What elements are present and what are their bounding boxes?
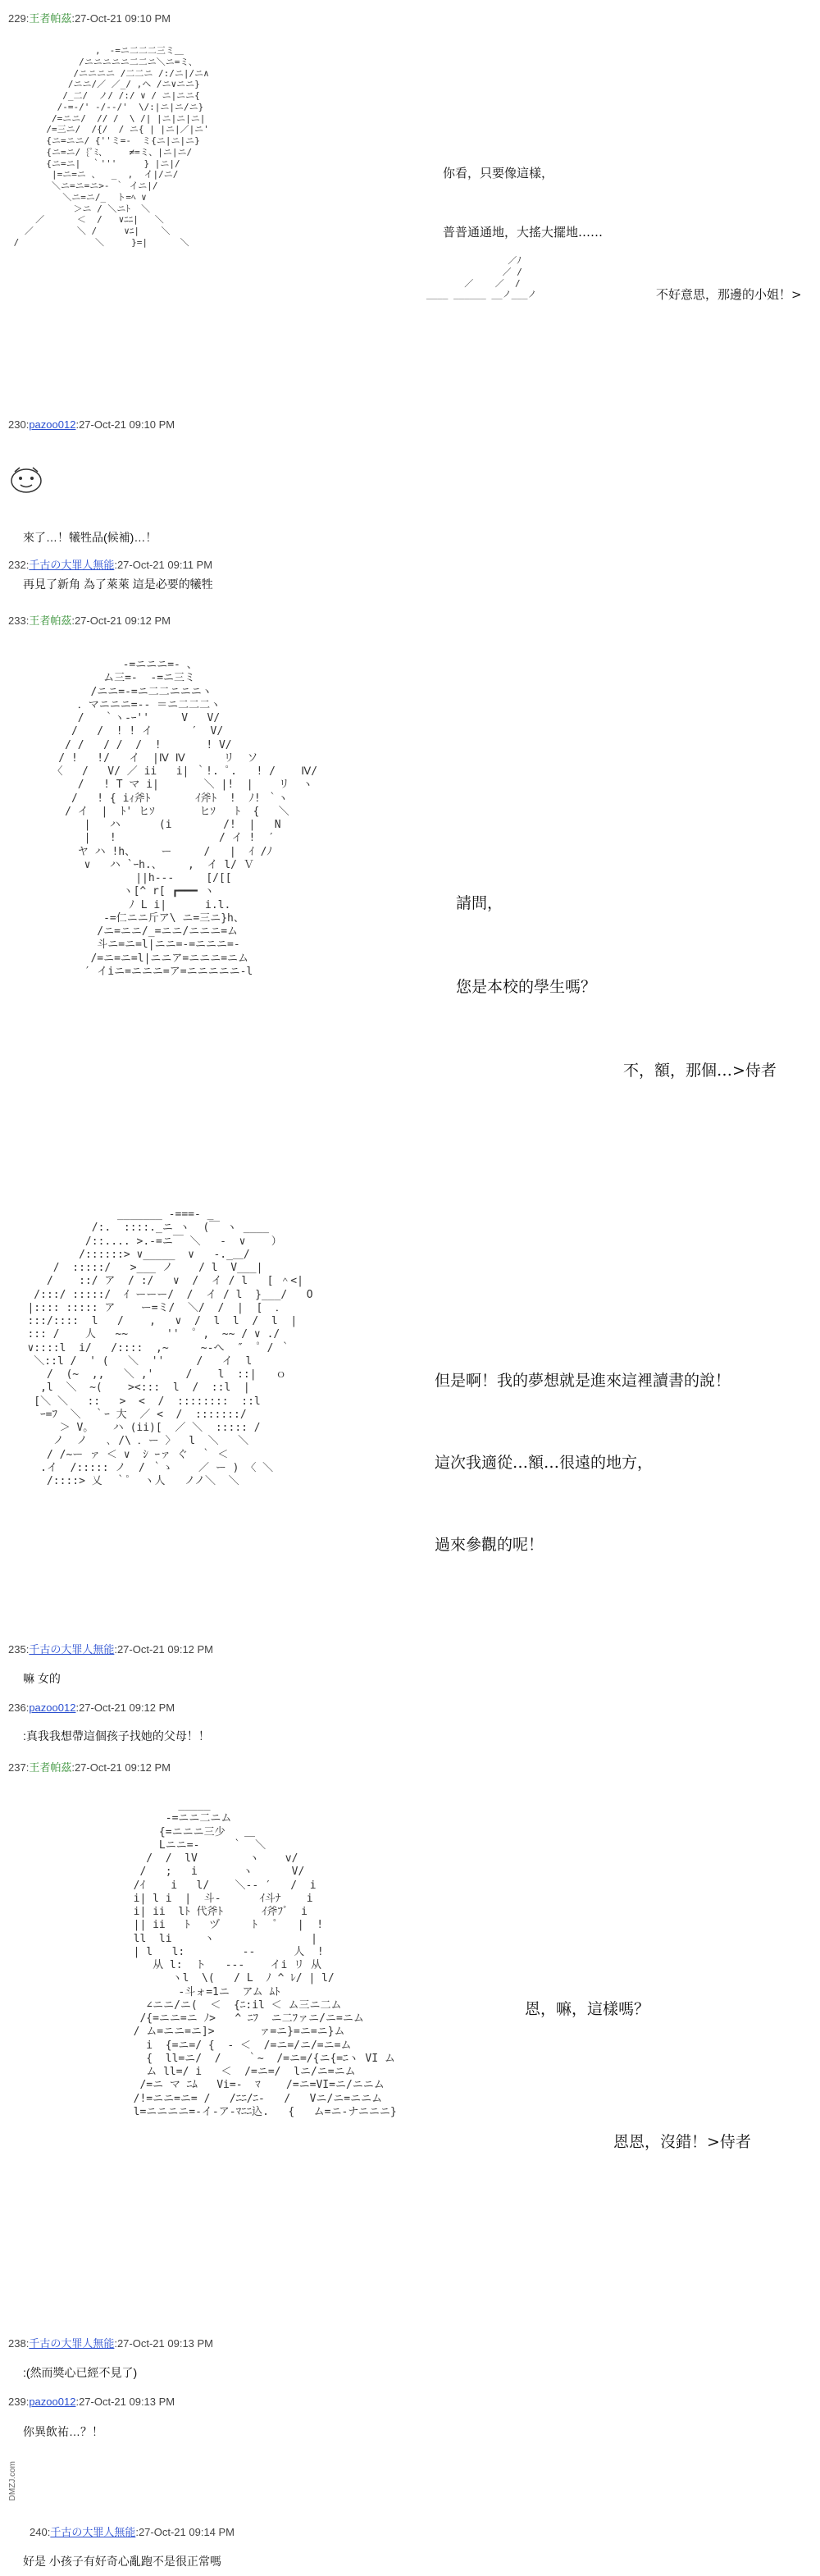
post-number: 233 — [8, 614, 26, 627]
dialog-line: 這次我適從…額…很遠的地方， — [435, 1454, 654, 1472]
post-number: 238 — [8, 2337, 26, 2350]
post-number: 240 — [30, 2526, 48, 2538]
post-body: 嘛 女的 — [23, 1672, 61, 1685]
post-body: :真我我想帶這個孩子找她的父母！！ — [23, 1729, 210, 1742]
post-body: :(然而獎心已經不見了) — [23, 2366, 138, 2379]
post-header-230: 230:pazoo012:27-Oct-21 09:10 PM — [8, 418, 175, 431]
poster-name[interactable]: pazoo012 — [29, 2396, 76, 2408]
ascii-art-229-side: ／ﾉ ／ / ／ ／ / ____ ______ __ノ___ノ — [426, 255, 537, 300]
poster-name[interactable]: 王者帕茲 — [29, 12, 72, 25]
ascii-art-233b: _______ ‐===- _ /:. ::::._ニ ヽ (￣ ヽ ____ /::.... >.-=ニ￣ ＼ ‐ ∨ ） /::::::> ∨_____ ∨ ‐._＿/ / :::::/ >___ ノ / l V___| / ::/ ア / :/ ∨ / イ / l [ ＾<| /:::/ :::::/ ｲ ーーー/ / イ / l }___/ O |:::: ::::: ア ー=ミ/ ＼/ / | [ ． :::/:::: l / , ∨ / l l / l | ::: / 人 ~~ '' ゜, ~~ / ∨ ./ ∨::::l i/ /:::: ,~ ~‐へ ″ ゜/ ｀ ＼::l / ' ( ＼ '' / イ l / (~ ,, ＼ ,' / l ::| ｏ ,l ＼ ~( ><::: l / ::l | [＼ ＼ :: > < / :::::::: ::l ｰ=ﾌ ＼ ｀ｰ 大 ／ < / :::::::/ ＞ V。 ハ (ii)[ ／ ＼ ::::: / ノ ノ ､ /\ ．ー 〉 l ＼ ＼ / /~ー ァ ＜ ∨ ｼ ｰァ ぐ ｀ ＜ .イ /::::: ノ / ｀ゝ ／ ー ) 〈 ＼ /::::> 乂 ｀ﾟ ヽ人 ノノ＼ ＼ — [27, 1208, 313, 1487]
post-number: 239 — [8, 2396, 26, 2408]
post-header-233: 233:王者帕茲:27-Oct-21 09:12 PM — [8, 614, 171, 627]
poster-name[interactable]: pazoo012 — [29, 418, 76, 431]
post-body: 你異飲祐…？！ — [23, 2425, 103, 2438]
post-number: 232 — [8, 559, 26, 571]
post-header-237: 237:王者帕茲:27-Oct-21 09:12 PM — [8, 1761, 171, 1774]
post-meta: :27-Oct-21 09:12 PM — [71, 614, 171, 627]
dialog-line: 但是啊！我的夢想就是進來這裡讀書的說！ — [435, 1372, 731, 1390]
post-number: 237 — [8, 1761, 26, 1774]
post-number: 236 — [8, 1701, 26, 1714]
dialog-line: 你看，只要像這樣， — [443, 166, 554, 180]
post-header-236: 236:pazoo012:27-Oct-21 09:12 PM — [8, 1701, 175, 1714]
poster-name[interactable]: 千古の大罪人無能 — [29, 1643, 115, 1656]
post-header-229: 229:王者帕茲:27-Oct-21 09:10 PM — [8, 12, 171, 25]
post-meta: :27-Oct-21 09:14 PM — [135, 2526, 235, 2538]
emoticon-icon — [7, 459, 46, 499]
dialog-line: 您是本校的學生嗎？ — [456, 978, 597, 996]
ascii-art-233a: -=ニニニ=- 、 ム三=- -=ニ三ミ /ニニ=‐=ニ二二ニニニヽ ．マニニニ=-- ＝ニ二二二ヽ / ｀ヽ-ｰ'' V V/ / / ! ! イ ′ V/ / / / / / ! ! V/ / ! !/ イ |Ⅳ Ⅳ リ ソ 〈 / V/ ／ ii i| ｀!. ﾟ. ! / Ⅳ/ / ! T マ i| ＼ |! | リ ヽ / ! { iｨ斧ﾄ ｲ斧ﾄ ! ﾉ! ｀ヽ / イ | ﾄ' ヒｿ ヒｿ ﾄ { ＼ | ハ (i /! | N | ! / イ ! ′ ヤ ハ !h、 ー / | ｲ /ﾉ ∨ ハ `ｰh.、 , イ l/ Ｖ ||h--‐ [/[[ ヽ[^ r[ ┏━━━ ヽ ﾉ L i| i.l. -=仁ニニ斤ア\ ニ=三ニ}h、 /ニ=ニニ/_=ニニ/ニニニ=ム 斗ニ=ニ=l|ニニ=-=ニニニ=- /=ニ=ニ=l|ニニア=ニニニ=ニム ′ イiニ=ニニニ=ア=ニニニニニ-l — [52, 659, 318, 978]
post-number: 229 — [8, 12, 26, 25]
post-header-235: 235:千古の大罪人無能:27-Oct-21 09:12 PM — [8, 1643, 214, 1656]
ascii-art-229: , ‐=ニ二二二三ミ＿ /ニニニニニ二二ニ＼ニ=ミ、 /ニニニニ /二二ニ /:/ニ|/ニ∧ /ニニ/／ ／_/ ,ヘ /ニ∨ニニ} /_二/ ノ/ /:/ ∨ / ニ|ニニ{ /‐=-/' ‐/--/' \/:|ニ|ニ/ニ} /=ニニ/ // / \ /| |ニ|ニ|ニ| /=三ニ/ /{/ / ニ{ | |ニ|／|ニ' {ニ=ニニ/ {''ミ=‐ ミ{ニ|ニ|ニ} {ニ=ニ/ {ﾟﾐ、 ≠=ミ、|ニ|ニ/ {ニ=ニ| ｀''' } |ニ|/ |=ニ=ニ 、 _ , イ|/ニ/ ＼ニ=ニ=ニ>- ｀ イニ|/ ＼ニ=ニ/_ ト=ﾍ ∨ ＞ニ / ＼ニﾄ ＼ ／ ＜ / ∨ﾆﾆ| ＼ ／ ＼ / ∨ﾆ| ＼ / ＼ }=| ＼ — [13, 45, 209, 248]
post-header-239: 239:pazoo012:27-Oct-21 09:13 PM — [8, 2396, 175, 2408]
dialog-line: 過來參觀的呢！ — [435, 1536, 544, 1554]
dialog-line: 不，額，那個…>侍者 — [623, 1062, 777, 1080]
post-meta: :27-Oct-21 09:12 PM — [114, 1643, 214, 1656]
post-meta: :27-Oct-21 09:13 PM — [75, 2396, 175, 2408]
poster-name[interactable]: 千古の大罪人無能 — [29, 2337, 115, 2350]
post-meta: :27-Oct-21 09:11 PM — [114, 559, 213, 571]
post-body: 好是 小孩子有好奇心亂跑不是很正常嗎 — [23, 2555, 221, 2568]
post-header-238: 238:千古の大罪人無能:27-Oct-21 09:13 PM — [8, 2337, 214, 2350]
poster-name[interactable]: 王者帕茲 — [29, 1761, 72, 1774]
post-meta: :27-Oct-21 09:13 PM — [114, 2337, 214, 2350]
dialog-line: 不好意思，那邊的小姐！> — [656, 287, 802, 302]
post-header-240: 240:千古の大罪人無能:27-Oct-21 09:14 PM — [30, 2526, 235, 2538]
post-header-232: 232:千古の大罪人無能:27-Oct-21 09:11 PM — [8, 559, 213, 571]
post-meta: :27-Oct-21 09:10 PM — [75, 418, 175, 431]
poster-name[interactable]: 王者帕茲 — [29, 614, 72, 627]
dialog-line: 恩恩，沒錯！>侍者 — [613, 2133, 751, 2151]
watermark: DMZJ.com — [8, 2461, 17, 2501]
poster-name[interactable]: 千古の大罪人無能 — [29, 559, 115, 571]
post-meta: :27-Oct-21 09:12 PM — [75, 1701, 175, 1714]
post-meta: :27-Oct-21 09:10 PM — [71, 12, 171, 25]
post-meta: :27-Oct-21 09:12 PM — [71, 1761, 171, 1774]
poster-name[interactable]: 千古の大罪人無能 — [50, 2526, 136, 2538]
post-number: 235 — [8, 1643, 26, 1656]
post-number: 230 — [8, 418, 26, 431]
post-body: 來了…！犧牲品(候補)…！ — [23, 531, 157, 544]
post-body: 再見了新角 為了萊萊 這是必要的犧牲 — [23, 578, 213, 591]
ascii-art-237: _____ -=ニニ二ニム {=ニニニ三少 ＿ Lニニ=- ｀ ＼ / / lV ヽ v/ / ; i ヽ V/ /ｲ i l/ ＼-- ′ / i i| l i | 斗- ｲ斗ﾅ i i| ii lﾄ 代斧ﾄ ｲ斧ﾌﾞ i || ii ﾄ ヅ ﾄ ﾟ | ! ll li ヽ | | l l: -- 人 ! 从 l: ト --- イi リ 从 ヽl \( / L ﾉ ^ ﾚ/ | l/ ‐斗ォ=1ニ アム ﾑﾄ ∠ニニ/ニ( ＜ {ﾆ:il ＜ ム三ニ二ム /{=ニニ=ニ ﾉ> ^ ﾆﾌ ニ二ﾌァニ/ニ=ニム / ム=ニニ=ニ]> ァ=ニ}=ニ=ニ}ム i {=ニ=/ { ‐ ＜ /=ニ=/ニ/=ニ=ム { ll=ニ/ / ｀~ /=ニ=/{ニ{=ﾆヽ VI ム ム ll=/ i ＜ /=ニ=/ lニ/ニ=ニム /=ニ マ ﾆﾑ Vi=- ﾏ /=ニ=VI=ニ/ニニム /!=ニニ=ニ= / /ﾆﾆ/ﾆ- / Vニ/ニ=ニニム l=ニニニニ=-イ‐ア-ﾏﾆﾆ込. { ム=ニ‐ナニニニ} — [133, 1799, 397, 2118]
dialog-line: 恩，嘛，這樣嗎？ — [525, 2000, 650, 2018]
poster-name[interactable]: pazoo012 — [29, 1701, 76, 1714]
dialog-line: 普普通通地，大搖大擺地…… — [443, 225, 604, 240]
dialog-line: 請問， — [456, 894, 503, 912]
